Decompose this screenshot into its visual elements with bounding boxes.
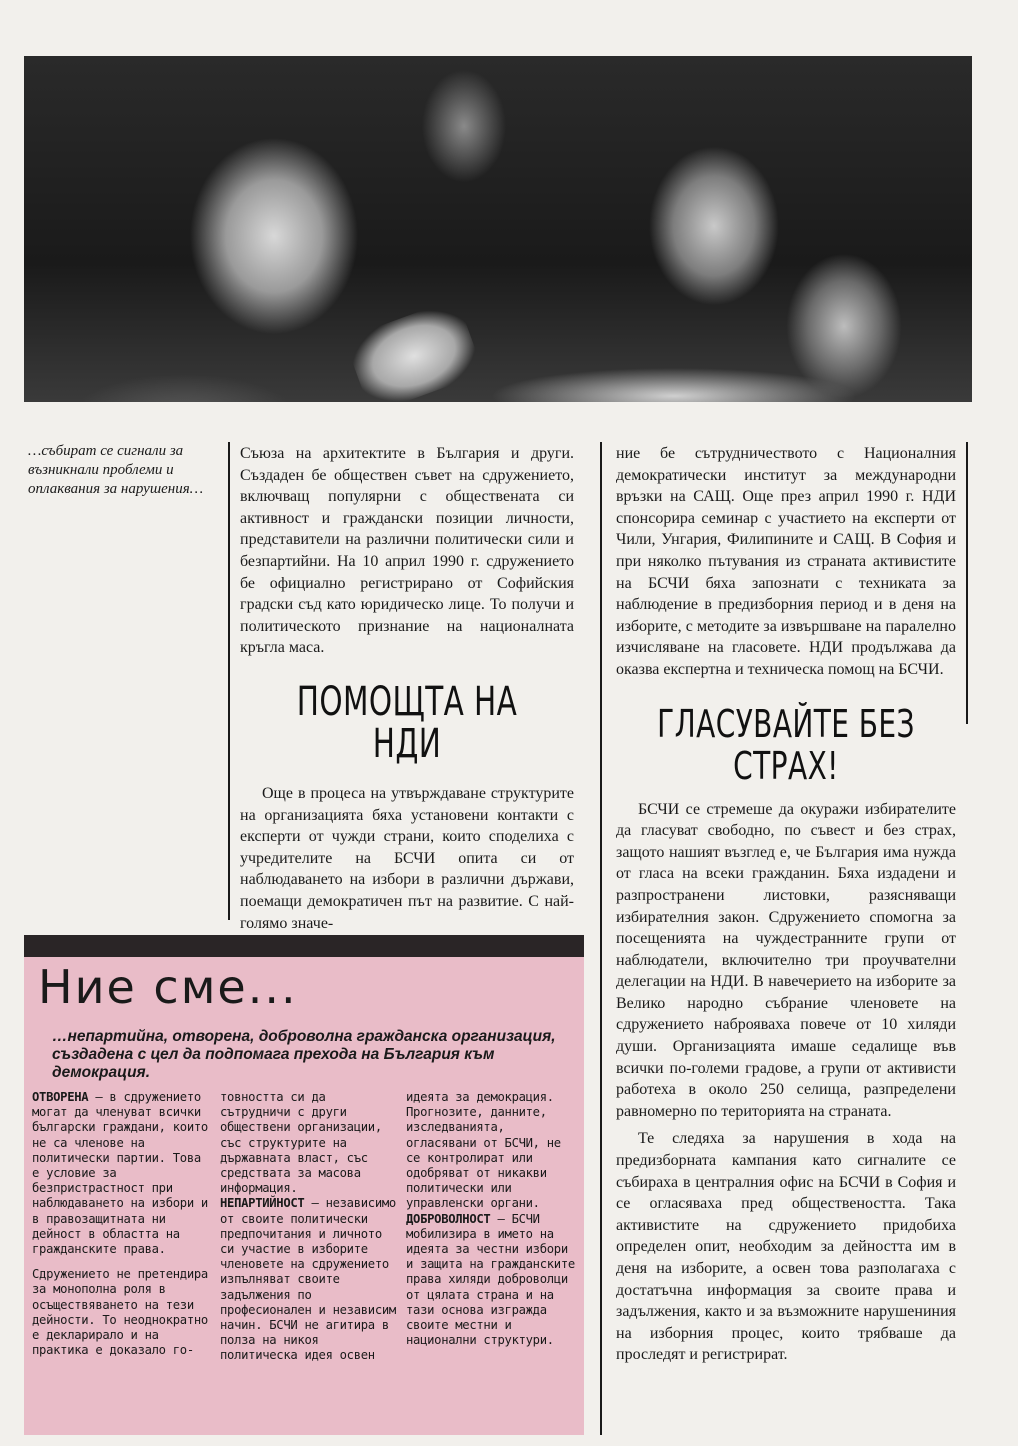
box-paragraph: товността си да сътрудничи с други обществени организации, със структурите на държавната власт, със средствата за масова информация. — [220, 1090, 382, 1196]
section-heading: ГЛАСУВАЙТЕ БЕЗ СТРАХ! — [657, 701, 915, 788]
paragraph: Те следяха за нарушения в хода на предизборната кампания като сигналите се събираха в централния офис на БСЧИ в София и се огласяваха пред обществеността. Така активистите на сдружението придобиха определен опит, необходим за дейността им в деня на изборите, а освен това разполагаха с достатъчна информация за своите права и задължения, както и за възможните нарушениния на изборния процес, които трябваше да проследят и регистрират. — [616, 1130, 956, 1364]
box-subtitle: …непартийна, отворена, доброволна гражданска организация, създадена с цел да подпомага прехода на България към демокрация. — [52, 1028, 556, 1081]
box-paragraph: НЕПАРТИЙНОСТ – независимо от своите политически предпочитания и личното си участие в изборите членовете на сдружението изпълняват своите задължения по професионален и независим начин. БСЧИ не агитира в полза на никоя политическа идея освен — [220, 1196, 396, 1363]
article-column-3 — [616, 443, 956, 1366]
column-rule — [966, 442, 968, 724]
paragraph: БСЧИ се стремеше да окуражи избирателите да гласуват свободно, по съвест и без страх, защото нашият възглед е, че България има нужда от гласа на всеки гражданин. Бяха издадени и разпространени листовки, разясняващи избирателния закон. Сдружението спомогна за посещенията на чуждестранните групи от наблюдатели, включително три проучвателни делегации на НДИ. В навечерието на изборите за Велико народно събрание членовете на сдружението наброяваха повече от 10 хиляди души. Организацията имаше седалище във всички по-големи градове, а групи от активисти работеха в около 250 селища, разпределени равномерно по територията на страната. — [616, 800, 956, 1120]
box-top-bar — [24, 935, 584, 957]
article-column-2 — [240, 443, 574, 934]
box-title: Ние сме... — [38, 960, 298, 1014]
box-column-1 — [32, 1090, 208, 1368]
paragraph: Съюза на архитектите в България и други. Създаден бе обществен съвет на сдружението, включващ популярни с обществената си активност и граждански позиции личности, представители на различни политически сили и безпартийни. На 10 април 1990 г. сдружението бе официално регистрирано от Софийския градски съд като юридическо лице. То получи и политическото признание на националната кръгла маса. — [240, 445, 574, 657]
photo-caption: …събират се сигнали за възникнали проблеми и оплаквания за нарушения… — [28, 443, 204, 497]
box-column-2 — [220, 1090, 396, 1374]
photo-detail — [344, 298, 484, 402]
box-paragraph: идеята за демокрация. Прогнозите, данните, изследванията, огласявани от БСЧИ, не се контролират или одобряват от никакви политически или управленски органи. — [406, 1090, 561, 1211]
box-paragraph: ДОБРОВОЛНОСТ – БСЧИ мобилизира в името на идеята за честни избори и защита на гражданските права хиляди доброволци от цялата страна и на тази основа изгражда своите местни и национални структури. — [406, 1211, 575, 1348]
paragraph: Още в процеса на утвърждаване структурите на организацията бяха установени контакти с експерти от чужди страни, които споделиха с учредителите на БСЧИ опита си от наблюдаването на избори в различни държави, поемащи демократичен път на развитие. С най-голямо значе- — [240, 784, 574, 932]
box-paragraph: Сдружението не претендира за монополна роля в осъществяването на тези дейности. То неоднократно е декларирало и на практика е доказало го- — [32, 1267, 208, 1358]
term: ОТВОРЕНА — [32, 1090, 89, 1104]
header-photo — [24, 56, 972, 402]
term: ДОБРОВОЛНОСТ — [406, 1211, 491, 1226]
column-rule — [228, 442, 230, 920]
column-rule — [600, 442, 602, 1435]
term: НЕПАРТИЙНОСТ — [220, 1196, 305, 1211]
box-paragraph: ОТВОРЕНА – в сдружението могат да членуват всички български граждани, които не са членове на политически партии. Това е условие за безпристрастност при наблюдаването на избори и в правозащитната ни дейност в областта на гражданските права. — [32, 1090, 208, 1257]
box-column-3 — [406, 1090, 578, 1358]
section-heading: ПОМОЩТА НА НДИ — [296, 678, 518, 767]
paragraph: ние бе сътрудничеството с Националния демократически институт за международни връзки на САЩ. Още през април 1990 г. НДИ спонсорира семинар с участието на експерти от Чили, Унгария, Филипините и САЩ. В София и при няколко пътувания из страната активистите на БСЧИ бяха запознати с техниката за наблюдение в предизборния период и в деня на изборите, с методите за извършване на паралелно изчисляване на гласовете. НДИ продължава да оказва експертна и техническа помощ на БСЧИ. — [616, 445, 956, 678]
